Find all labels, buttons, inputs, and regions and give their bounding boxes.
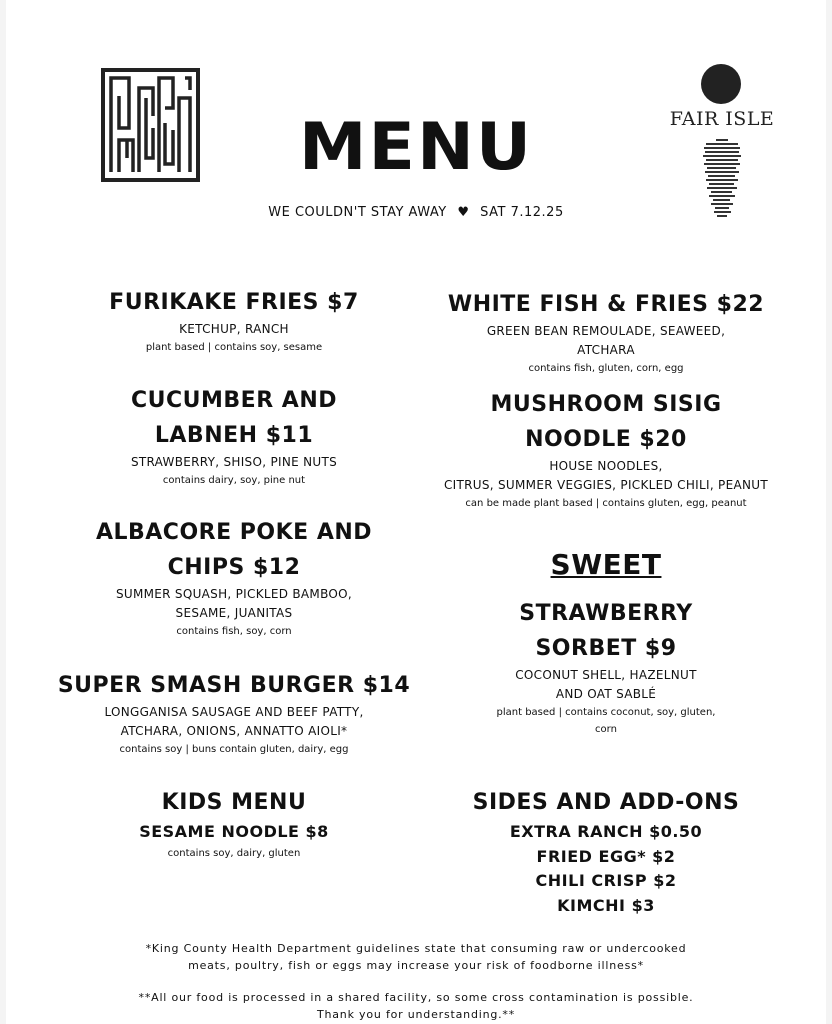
item-desc: HOUSE NOODLES, — [549, 459, 663, 473]
side-item: FRIED EGG* $2 — [536, 846, 676, 866]
fair-isle-logo-text: FAIR ISLE — [669, 108, 775, 130]
section-title: SWEET — [550, 548, 662, 581]
item-title: CHIPS $12 — [167, 555, 301, 580]
item-cucumber-labneh — [46, 383, 422, 489]
item-desc: CITRUS, SUMMER VEGGIES, PICKLED CHILI, PEANUT — [444, 478, 768, 492]
sweet-heading — [418, 547, 794, 583]
sun-icon — [701, 64, 741, 104]
footer-line: **All our food is processed in a shared facility, so some cross contamination is possible. — [138, 991, 694, 1004]
item-title: NOODLE $20 — [525, 427, 687, 452]
item-desc: AND OAT SABLÉ — [555, 687, 657, 701]
item-desc: STRAWBERRY, SHISO, PINE NUTS — [130, 455, 338, 469]
item-desc: SUMMER SQUASH, PICKLED BAMBOO, — [115, 587, 353, 601]
item-desc: SESAME, JUANITAS — [175, 606, 293, 620]
item-title: MUSHROOM SISIG — [490, 392, 722, 417]
item-desc: GREEN BEAN REMOULADE, SEAWEED, — [486, 324, 726, 338]
menu-page — [6, 0, 826, 1024]
heart-icon: ♥ — [457, 205, 470, 220]
section-title: KIDS MENU — [161, 790, 307, 815]
allergen-disclaimer — [6, 989, 826, 1023]
footer-line: meats, poultry, fish or eggs may increase your risk of foodborne illness* — [188, 959, 644, 972]
item-desc: LONGGANISA SAUSAGE AND BEEF PATTY, — [104, 705, 364, 719]
item-note: contains soy, dairy, gluten — [167, 848, 301, 859]
footer-line: Thank you for understanding.** — [316, 1008, 516, 1021]
health-disclaimer — [6, 940, 826, 974]
kids-menu-section — [46, 785, 422, 862]
subtitle-date: SAT 7.12.25 — [480, 205, 564, 220]
item-smash-burger — [46, 668, 422, 758]
item-albacore-poke — [46, 515, 422, 640]
item-note: contains soy | buns contain gluten, dairy, egg — [119, 744, 349, 755]
item-title: WHITE FISH & FRIES $22 — [447, 292, 765, 317]
side-item: EXTRA RANCH $0.50 — [509, 822, 703, 841]
item-mushroom-sisig — [418, 387, 794, 512]
item-title: STRAWBERRY — [519, 601, 693, 626]
item-strawberry-sorbet — [418, 596, 794, 738]
menu-title: MENU — [298, 110, 534, 186]
section-title: SIDES AND ADD-ONS — [472, 790, 740, 815]
item-desc: ATCHARA — [577, 343, 635, 357]
item-desc: KETCHUP, RANCH — [179, 322, 289, 336]
footer-line: *King County Health Department guidelines state that consuming raw or undercooked — [145, 942, 687, 955]
item-title: SORBET $9 — [535, 636, 677, 661]
side-item: CHILI CRISP $2 — [535, 871, 677, 890]
subtitle-tagline: WE COULDN'T STAY AWAY — [268, 205, 447, 220]
side-item: KIMCHI $3 — [557, 895, 655, 915]
item-note: contains fish, gluten, corn, egg — [528, 363, 684, 374]
item-title: ALBACORE POKE AND — [95, 520, 373, 545]
item-desc: COCONUT SHELL, HAZELNUT — [515, 668, 697, 682]
kids-item: SESAME NOODLE $8 — [139, 822, 329, 841]
item-note: can be made plant based | contains gluten, egg, peanut — [465, 498, 747, 509]
item-furikake-fries — [46, 285, 422, 356]
item-title: CUCUMBER AND — [130, 388, 337, 413]
item-title: FURIKAKE FRIES $7 — [109, 290, 359, 315]
item-note: corn — [595, 724, 617, 735]
item-note: plant based | contains coconut, soy, gluten, — [496, 707, 716, 718]
item-note: contains dairy, soy, pine nut — [162, 475, 306, 486]
item-desc: ATCHARA, ONIONS, ANNATTO AIOLI* — [120, 724, 348, 738]
item-white-fish — [418, 287, 794, 377]
item-title: LABNEH $11 — [154, 423, 314, 448]
item-note: plant based | contains soy, sesame — [145, 342, 323, 353]
item-title: SUPER SMASH BURGER $14 — [57, 673, 411, 698]
menu-subtitle — [6, 204, 826, 222]
item-note: contains fish, soy, corn — [176, 626, 292, 637]
sides-section — [418, 785, 794, 918]
